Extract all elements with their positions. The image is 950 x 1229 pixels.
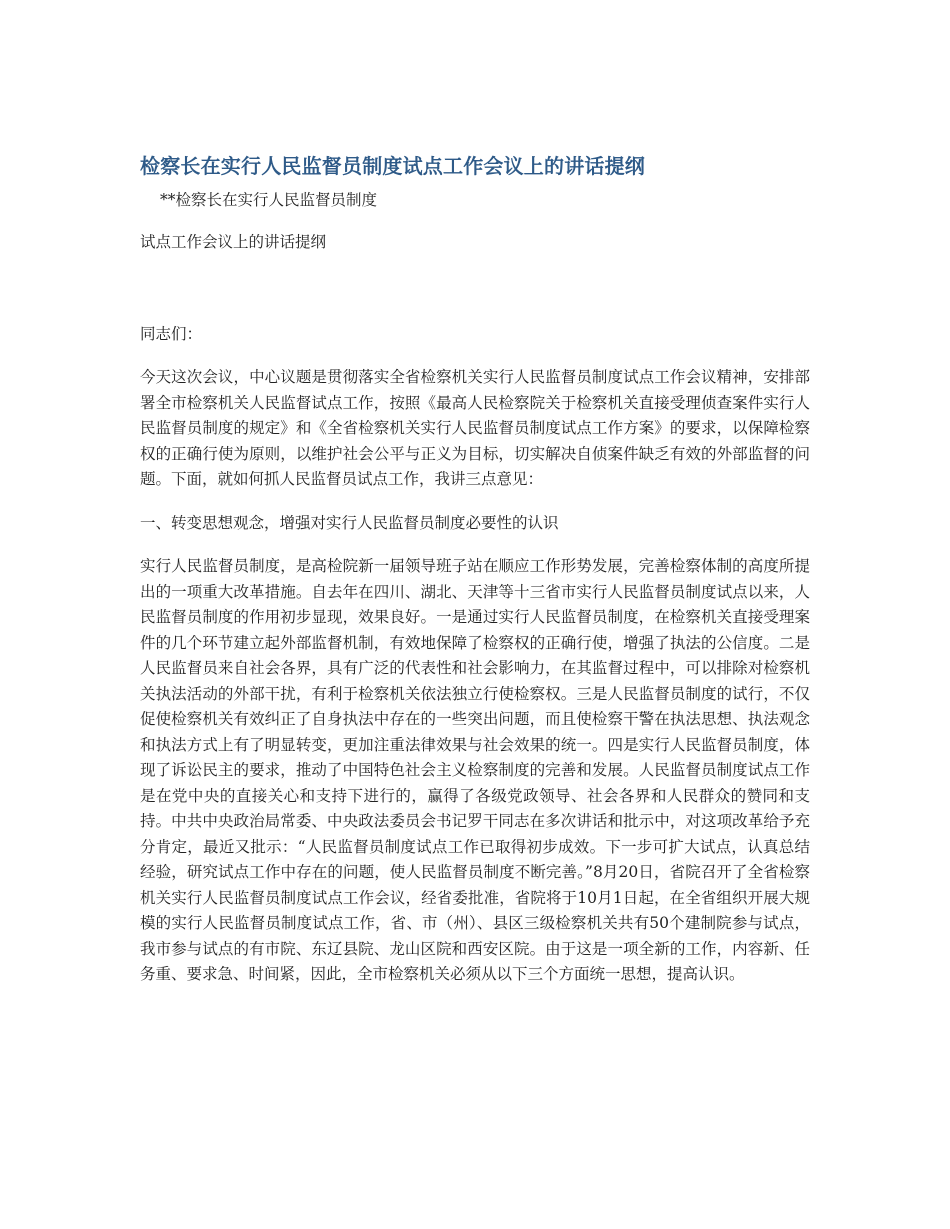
document-title: 检察长在实行人民监督员制度试点工作会议上的讲话提纲 xyxy=(140,154,645,178)
document-page xyxy=(140,146,810,988)
section-1-heading: 一、转变思想观念，增强对实行人民监督员制度必要性的认识 xyxy=(140,513,559,532)
document-subtitle-line1: **检察长在实行人民监督员制度 xyxy=(160,191,378,209)
greeting: 同志们： xyxy=(140,324,203,343)
intro-paragraph: 今天这次会议，中心议题是贯彻落实全省检察机关实行人民监督员制度试点工作会议精神，安排部署全市检察机关人民监督试点工作，按照《最高人民检察院关于检察机关直接受理侦查案件实行人民监督员制度的规定》和《全省检察机关实行人民监督员制度试点工作方案》的要求，以保障检察权的正确行使为原则，以维护社会公平与正义为目标，切实解决自侦案件缺乏有效的外部监督的问题。下面，就如何抓人民监督员试点工作，我讲三点意见： xyxy=(140,368,810,488)
document-subtitle-line2: 试点工作会议上的讲话提纲 xyxy=(140,233,327,251)
section-1-body: 实行人民监督员制度，是高检院新一届领导班子站在顺应工作形势发展，完善检察体制的高度所提出的一项重大改革措施。自去年在四川、湖北、天津等十三省市实行人民监督员制度试点以来，人民监督员制度的作用初步显现，效果良好。一是通过实行人民监督员制度，在检察机关直接受理案件的几个环节建立起外部监督机制，有效地保障了检察权的正确行使，增强了执法的公信度。二是人民监督员来自社会各界，具有广泛的代表性和社会影响力，在其监督过程中，可以排除对检察机关执法活动的外部干扰，有利于检察机关依法独立行使检察权。三是人民监督员制度的试行，不仅促使检察机关有效纠正了自身执法中存在的一些突出问题，而且使检察干警在执法思想、执法观念和执法方式上有了明显转变，更加注重法律效果与社会效果的统一。四是实行人民监督员制度，体现了诉讼民主的要求，推动了中国特色社会主义检察制度的完善和发展。人民监督员制度试点工作是在党中央的直接关心和支持下进行的，赢得了各级党政领导、社会各界和人民群众的赞同和支持。中共中央政治局常委、中央政法委员会书记罗干同志在多次讲话和批示中，对这项改革给予充分肯定，最近又批示：“人民监督员制度试点工作已取得初步成效。下一步可扩大试点，认真总结经验，研究试点工作中存在的问题，使人民监督员制度不断完善。”8月20日，省院召开了全省检察机关实行人民监督员制度试点工作会议，经省委批准，省院将于10月1日起，在全省组织开展大规模的实行人民监督员制度试点工作，省、市（州）、县区三级检察机关共有50个建制院参与试点，我市参与试点的有市院、东辽县院、龙山区院和西安区院。由于这是一项全新的工作，内容新、任务重、要求急、时间紧，因此，全市检察机关必须从以下三个方面统一思想，提高认识。 xyxy=(140,557,810,983)
